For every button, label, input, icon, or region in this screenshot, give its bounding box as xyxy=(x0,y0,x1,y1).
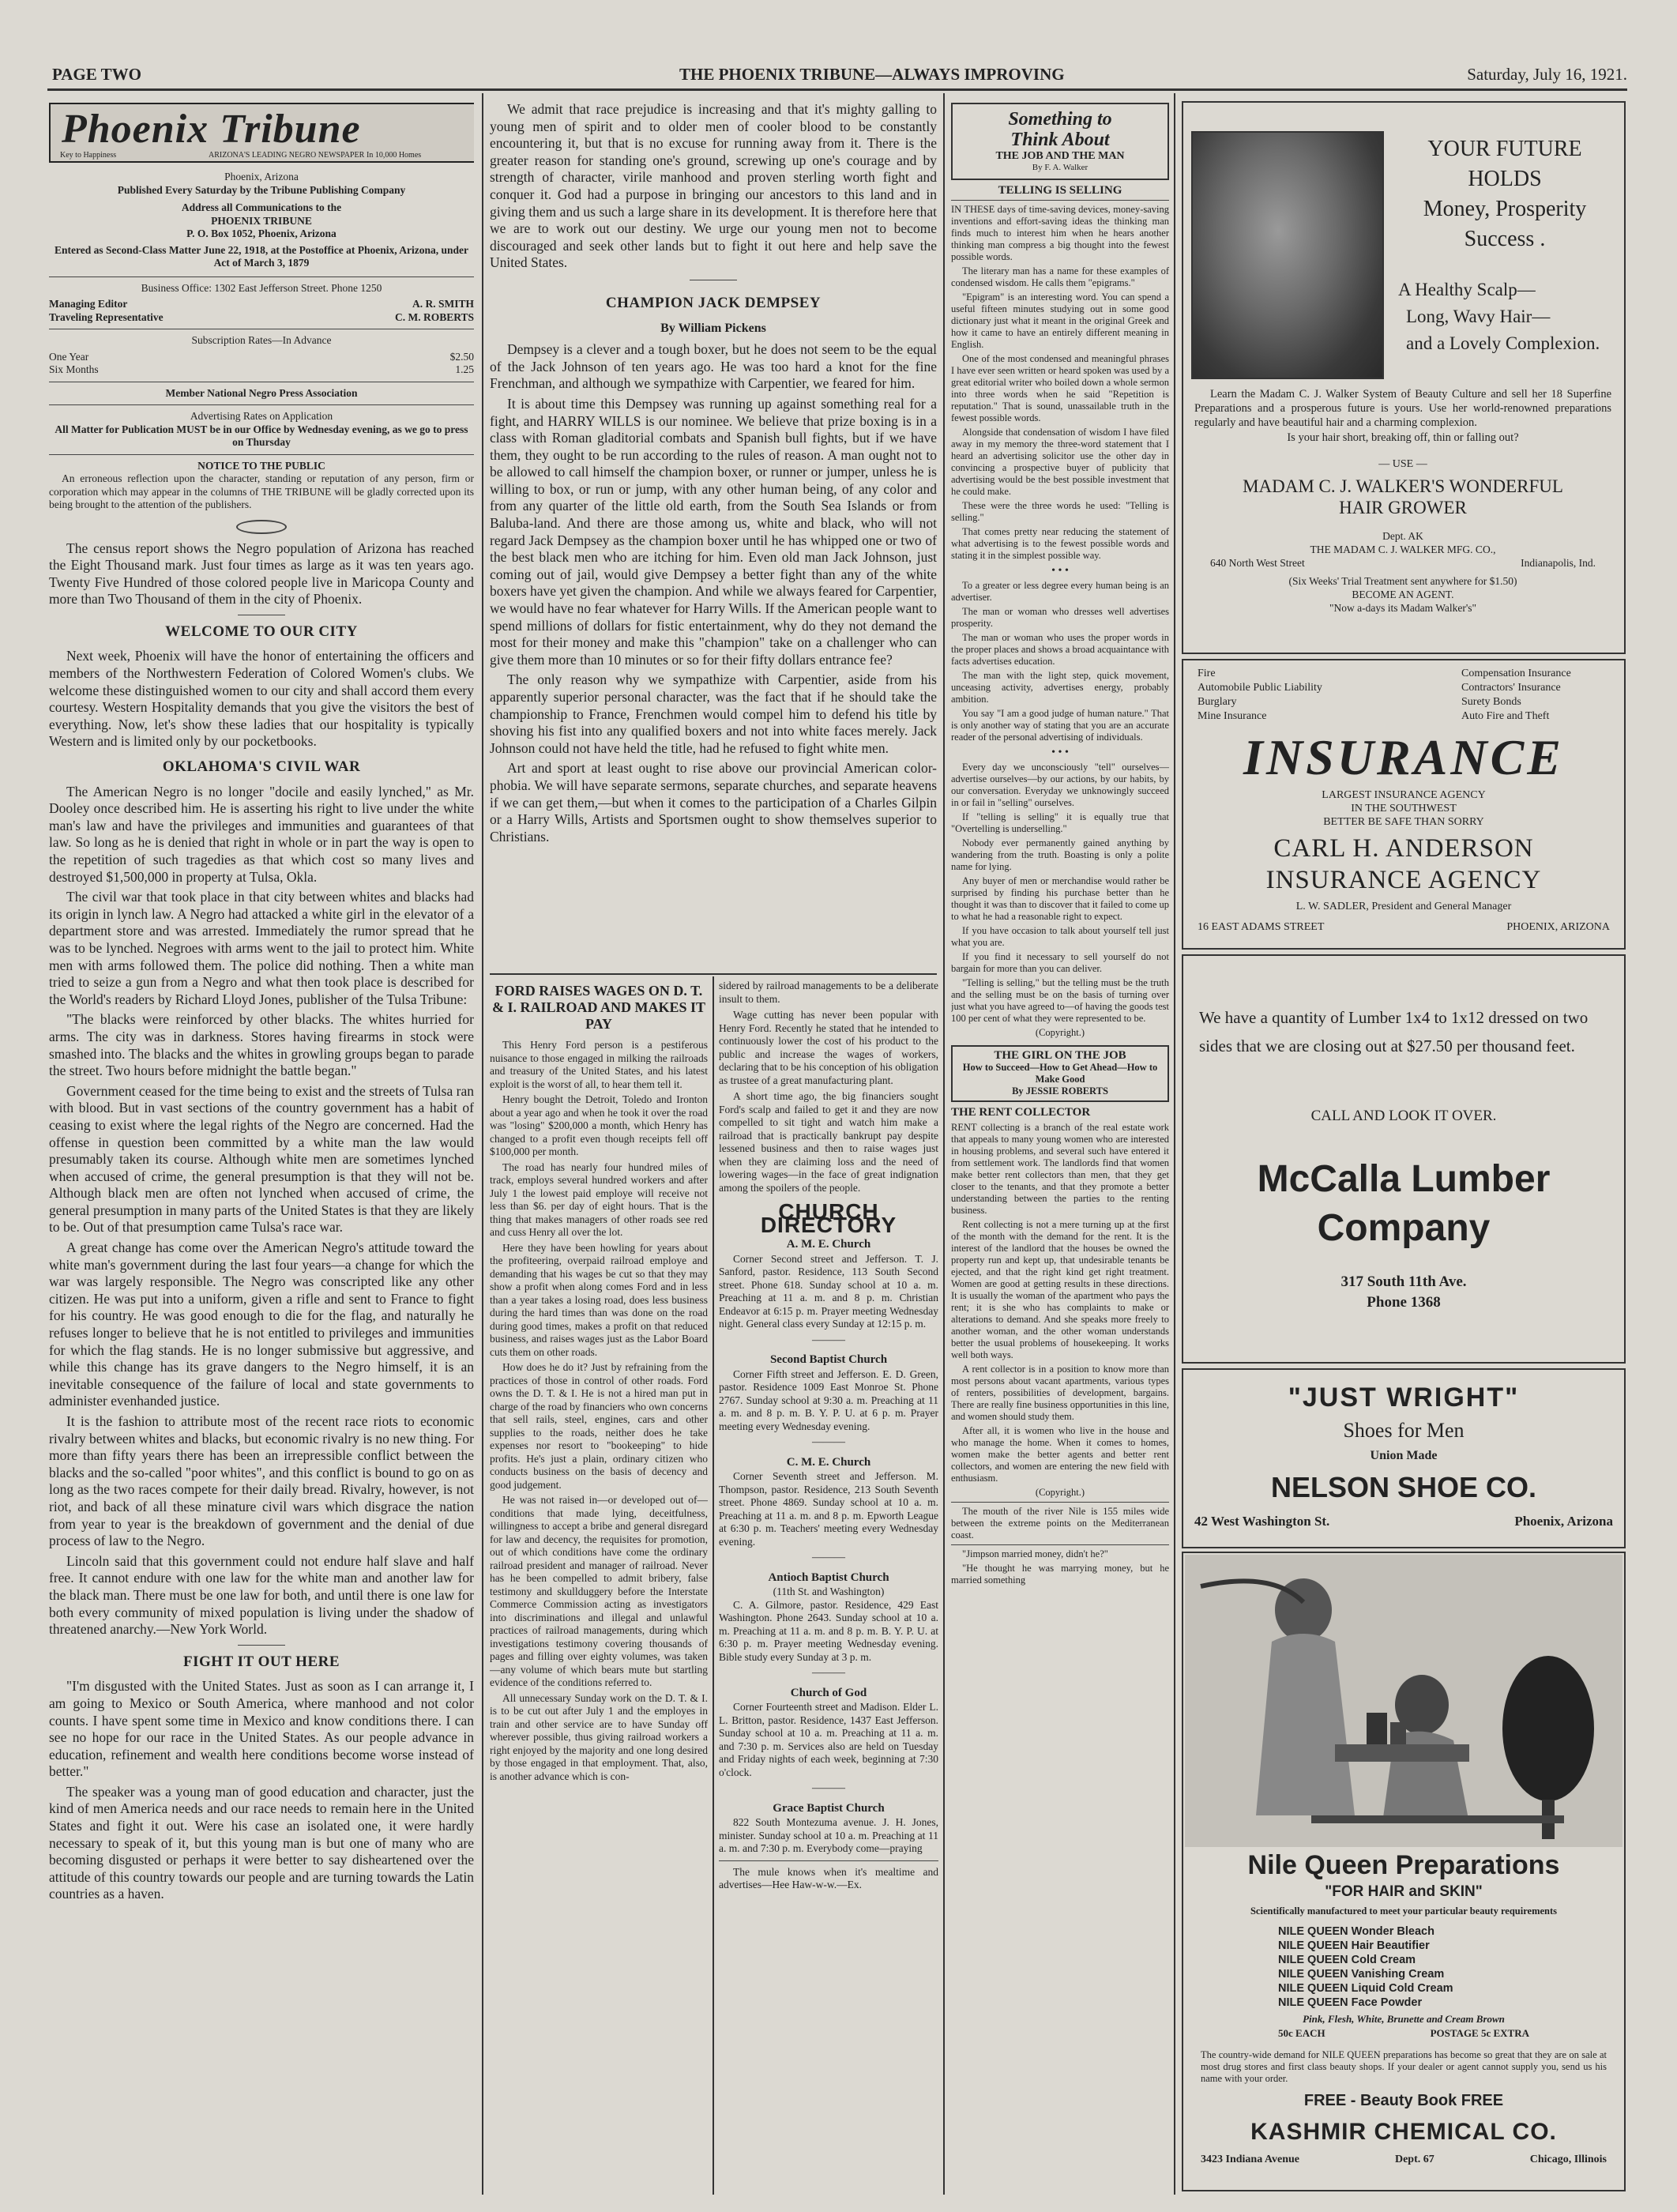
column-rule-2a xyxy=(713,976,714,2195)
nile-queen-product: NILE QUEEN Cold Cream xyxy=(1278,1954,1416,1966)
lumber-address: 317 South 11th Ave. Phone 1368 xyxy=(1340,1273,1467,1311)
insurance-address: 16 EAST ADAMS STREET PHOENIX, ARIZONA xyxy=(1198,921,1610,933)
insurance-ad: Fire Automobile Public Liability Burglary Mine Insurance Compensation Insurance Contractors' Insurance Surety Bonds Auto Fire and Theft INSURANCE LARGEST INSURANCE AGENCY IN THE SOUTHWEST BETTER BE SAFE THAN SORRY CARL H. ANDERSON INSURANCE AGENCY L. W. SADLER, President and General Manager 16 EAST ADAMS STREET PHOENIX, ARIZONA xyxy=(1182,659,1626,950)
nile-queen-price: 50c EACH POSTAGE 5c EXTRA xyxy=(1278,2027,1529,2039)
mast-deadline: All Matter for Publication MUST be in our Office by Wednesday evening, as we go to press on Thursday xyxy=(55,423,468,448)
rent-collector-headline: THE RENT COLLECTOR xyxy=(951,1106,1091,1119)
civil-war-headline: OKLAHOMA'S CIVIL WAR xyxy=(162,758,361,776)
insurance-left-list: Fire Automobile Public Liability Burglary Mine Insurance xyxy=(1198,668,1322,722)
nile-queen-product: NILE QUEEN Vanishing Cream xyxy=(1278,1968,1445,1981)
welcome-article: Next week, Phoenix will have the honor of entertaining the officers and members of the Northwestern Federation of Colored Women's clubs. We welcome these distinguished women to our city and shall accord them every courtesy. Western Hospitality demands that you give the visitors the best of everything. Now, let's show these ladies that our hospitality is typically Western and is limited only by our pocketbooks. xyxy=(49,648,474,750)
dempsey-headline: CHAMPION JACK DEMPSEY xyxy=(605,294,822,311)
nile-queen-product: NILE QUEEN Liquid Cold Cream xyxy=(1278,1982,1453,1995)
mast-po-box: P. O. Box 1052, Phoenix, Arizona xyxy=(186,228,337,239)
masthead-logo xyxy=(49,103,474,163)
walker-brand: MADAM C. J. WALKER'S WONDERFUL HAIR GROWER xyxy=(1243,476,1563,517)
shoe-ad: "JUST WRIGHT" Shoes for Men Union Made NELSON SHOE CO. 42 West Washington St. Phoenix, Arizona xyxy=(1182,1368,1626,1548)
column-1-articles: The census report shows the Negro population of Arizona has reached the Eight Thousand mark. Just four times as large as it was ten years ago. Twenty Five Hundred of those colored people live in Maricopa County and more than Two Thousand of them in the city of Phoenix. WELCOME TO OUR CITY Next week, Phoenix will have the honor of entertaining the officers and members of the Northwestern Federation of Colored Women's clubs. We welcome these distinguished women to our city and shall accord them every courtesy. Western Hospitality demands that you give the visitors the best of everything. Now, let's show these ladies that our hospitality is typically Western and is limited only by our pocketbooks. OKLAHOMA'S CIVIL WAR The American Negro is no longer "docile and easily lynched," as Mr. Dooley once described him. He is asserting his right to live under the white man's law and have the privileges and immunities and guarantees of that law. So long as he is denied that right in whole or in part the way is open to the repetition of such tragedies as that which cost so many lives and destroyed $1,500,000 in property at Tulsa, Okla. The civil war that took place in that city between whites and blacks had its origin in lynch law. A Negro had attacked a white girl in the elevator of a department store and was arrested. Immediately the rumor spread that he was to be lynched. Negroes with arms went to the jail to protect him. White men with arms followed them. The police did nothing. Then a white man tried to seize a gun from a Negro and what then took place is described for the World's readers by Richard Lloyd Jones, publisher of the Tulsa Tribune: "The blacks were reinforced by other blacks. The whites hurried for arms. The city was in darkness. Stores having firearms in stock were smashed into. The blacks and the whites in growling groups began to parade the street. Two hours before midnight the battle began." Government ceased for the time being to exist and the streets of Tulsa ran with blood. But in vast sections of the country government has a habit of ceasing to exist where the legal rights of the Negro are concerned. Had the offense in question been committed by a white man the law would presumably taken its course. Although white men are sometimes lynched when accused of crime, the general presumption is that they will not be. Although black men are often not lynched when accused of crime, the general presumption in many parts of the United States is that they are likely to be. Out of that presumption came Tulsa's race war. A great change has come over the American Negro's attitude toward the white man's government during the last four years—a change for which the war was largely responsible. The Negro was conscripted like any other citizen. He was put into a uniform, given a rifle and sent to France to fight for his country. He was good enough to die for the flag, and naturally he refuses longer to believe that he is not entitled to privileges and immunities for which the flag stands. He is no longer submissive but aggressive, and while this change has its grave dangers to the Negro himself, it is an inevitable consequence of the failure of local and state governments to administer evenhanded justice. It is the fashion to attribute most of the recent race riots to economic rivalry between whites and blacks, but economic rivalry is no new thing. For more than fifty years there has been an irrepressible conflict between the blacks and the so-called "poor whites", and this conflict is bound to go on as long as the two races compete for their daily bread. Rivalry, however, is not riot, and back of all these minature civil wars which disgrace the nation from year to year is the breakdown of government and the denial of due process of law to the Negro. Lincoln said that this government could not endure half slave and half free. It cannot endure with one law for the white man and another law for the black man. There must be one law for both, and until there is one law for both every community of mixed population is living under the shadow of threatened anarchy.—New York World. FIGHT IT OUT HERE "I'm disgusted with the United States. Just as soon as I can arrange it, I am going to Mexico or South America, where manhood and not color counts. I have spent some time in Mexico and know conditions there. I can see no hope for our race in the United States. As our people advance in education, refinement and wealth here conditions become worse instead of better." The speaker was a young man of good education and character, just the kind of men America needs and our race needs to remain here in the United States and fight it out. Were his case an isolated one, it were hardly necessary to speak of it, but this young man is but one of many who are becoming disgusted or perhaps it were better to say disheartened over the attitude of this country towards our people and are turning towards the Latin countries as a haven. xyxy=(49,540,474,1902)
insurance-title: INSURANCE xyxy=(1243,729,1564,785)
mast-one-year-row: One Year $2.50 xyxy=(49,350,474,363)
nile-queen-illustration xyxy=(1185,1555,1622,1847)
mast-published: Published Every Saturday by the Tribune Publishing Company xyxy=(117,183,406,196)
column-2a: FORD RAISES WAGES ON D. T. & I. RAILROAD AND MAKES IT PAY This Henry Ford person is a pestiferous nuisance to those engaged in milking the railroads and treasury of the United States, and his latest exploit is the worst of all, to hear them tell it. Henry bought the Detroit, Toledo and Ironton about a year ago and when he took it over the road was "losing" $200,000 a month, which Henry has changed to a profit even though receipts fell off $100,000 per month. The road has nearly four hundred miles of track, employs several hundred workers and after July 1 the lowest paid employe will receive not less than $6. per day of eight hours. That is the thing that makes managers of other roads see red and cuss Henry all over the lot. Here they have been howling for years about the profiteering, overpaid railroad employe and demanding that his wages be cut so that they may show a profit when along comes Ford and in less than a year takes a losing road, does less business during the hard times than was done on the road during good times, makes a profit on that reduced business, and raises wages just as the Labor Board cuts them on other roads. How does he do it? Just by refraining from the practices of those in control of other roads. Ford owns the D. T. & I. He is not a hired man put in charge of the road by financiers who own concerns that sell rails, steel, engines, cars and other supplies to the roads, neither does he take expenses nor resort to "bookeeping" to hide profits. He's just a plain, ordinary citizen who conducts business on the basis of decency and good judgement. He was not raised in—or developed out of—conditions that made lying, deceitfulness, willingness to accept a bribe and general disregard for law and decency, the requisites for promotion, out of which conditions have come the ordinary railroad president and manager of railroad. Never has he been compelled to admit bribery, false testimony and skullduggery before the Interstate Commerce Commission acting as investigators into discriminations and illegal and unlawful practices of railroad managements, during which investigations testimony covering thousands of pages and filling over eighty volumes, was taken—any volume of which bears mute but startling evidence of the conditions referred to. All unnecessary Sunday work on the D. T. & I. is to be cut out after July 1 and the employes in train and other service are to have Sunday off wherever possible, thus giving railroad workers a right enjoyed by the majority and one long desired by those engaged in that employment. That, also, is another advance which is con- xyxy=(490,983,708,1782)
nile-queen-title: Nile Queen Preparations xyxy=(1247,1850,1560,1880)
walker-body: Learn the Madam C. J. Walker System of Beauty Culture and sell her 18 Superfine Preparations and a prosperous future is yours. Use her world-renowned preparations regularly and have beautiful hair and a charming complexion. xyxy=(1194,388,1611,429)
masthead-info xyxy=(49,171,474,534)
shoe-title: "JUST WRIGHT" xyxy=(1288,1382,1520,1413)
walker-benefits: A Healthy Scalp— Long, Wavy Hair— and a Lovely Complexion. xyxy=(1398,280,1600,353)
column-rule-1 xyxy=(482,93,483,2195)
mast-notice: An erroneous reflection upon the character, standing or reputation of any person, firm or corporation which may appear in the columns of THE TRIBUNE will be gladly corrected upon its being brought to the attention of the publishers. xyxy=(49,472,474,510)
nile-queen-body: The country-wide demand for NILE QUEEN preparations has become so great that they are on sale at most drug stores and first class beauty shops. If your dealer or agent cannot supply you, send us his name with your order. xyxy=(1201,2049,1607,2084)
kashmir-company-name: KASHMIR CHEMICAL CO. xyxy=(1250,2119,1557,2145)
logo-tag-left: Key to Happiness xyxy=(60,151,117,160)
dempsey-byline: By William Pickens xyxy=(660,321,766,335)
church-directory-headline: CHURCH DIRECTORY xyxy=(760,1199,897,1237)
census-article: The census report shows the Negro population of Arizona has reached the Eight Thousand mark. Just four times as large as it was ten years ago. Twenty Five Hundred of those colored people live in Maricopa County and more than Two Thousand of them in the city of Phoenix. xyxy=(49,540,474,608)
lumber-ad: We have a quantity of Lumber 1x4 to 1x12 dressed on two sides that we are closing out at $27.50 per thousand feet. CALL AND LOOK IT OVER. McCalla Lumber Company 317 South 11th Ave. Phone 1368 xyxy=(1182,954,1626,1364)
mast-six-months-row: Six Months 1.25 xyxy=(49,363,474,375)
paper-slogan: THE PHOENIX TRIBUNE—ALWAYS IMPROVING xyxy=(679,65,1065,84)
column-2b: sidered by railroad managements to be a deliberate insult to them. Wage cutting has never been popular with Henry Ford. Recently he stated that he intended to continuously lower the cost of his product to the public and increase the wages of workers, declaring that to be his conception of his obligation as trustee of a great manufacturing plant. A short time ago, the big financiers sought Ford's scalp and failed to get it and they are now compelled to sit tight and watch him make a railroad that is practically bankrupt pay despite lessened business and then to raise wages just when they are claiming loss and the need of lowering wages—in the face of great indignation among the spoilers of the people. CHURCH DIRECTORY A. M. E. Church Corner Second street and Jefferson. T. J. Sanford, pastor. Residence, 113 South Second street. Phone 618. Sunday school at 10 a. m. Preaching at 11 a. m. and 8 p. m. Christian Endeavor at 6:15 p. m. Prayer meeting Wednesday night. General class every Sunday at 12:15 p. m. ——— Second Baptist Church Corner Fifth street and Jefferson. E. D. Green, pastor. Residence 1009 East Monroe St. Phone 2767. Sunday school at 9:30 a. m. Preaching at 11 a. m. and 8 p. m. B. Y. P. U. at 6 p. m. Prayer meeting every Wednesday evening. ——— C. M. E. Church Corner Seventh street and Jefferson. M. Thompson, pastor. Residence, 213 South Seventh street. Phone 4869. Sunday school at 10 a. m. Preaching at 11 a. m. and 8 p. m. Epworth League at 6:30 p. m. Teachers' meeting every Wednesday evening. ——— Antioch Baptist Church (11th St. and Washington) C. A. Gilmore, pastor. Residence, 429 East Washington. Phone 2643. Sunday school at 10 a. m. Preaching at 11 a. m. and 8 p. m. B. Y. P. U. at 6:30 p. m. Prayer meeting Wednesday evening. Bible study every Sunday at 3 p. m. ——— Church of God Corner Fourteenth street and Madison. Elder L. L. Britton, pastor. Residence, 1437 East Jefferson. Sunday school at 10 a. m. Preaching at 11 a. m. and 7:30 p. m. Services also are held on Tuesday and Friday nights of each week, beginning at 7:30 o'clock. ——— Grace Baptist Church 822 South Montezuma avenue. J. H. Jones, minister. Sunday school at 10 a. m. Preaching at 11 a. m. and 7:30 p. m. Everybody come—praying The mule knows when it's mealtime and advertises—Hee Haw-w-w.—Ex. xyxy=(719,980,938,1890)
nile-queen-product: NILE QUEEN Face Powder xyxy=(1278,1996,1423,2009)
column-3: Something to Think About THE JOB AND THE MAN By F. A. Walker TELLING IS SELLING IN THESE days of time-saving devices, money-saving inventions and effort-saving ideas the thinking man finds much to interest him when he hears another thinking man compress a big thought into the fewest possible words. The literary man has a name for these examples of condensed wisdom. He calls them "epigrams." "Epigram" is an interesting word. You can spend a useful fifteen minutes studying out in some good dictionary just what it meant in the original Greek and how it came to have an entirely different meaning in English. One of the most condensed and meaningful phrases I have ever seen written or heard spoken was used by a great editorial writer who boiled down a whole sermon into three words when he said "Repetition is reputation." That is sound, unassailable truth in the fewest possible words. Alongside that condensation of wisdom I have filed away in my memory the three-word statement that I heard an advertising solicitor use the other day in convincing a prospective buyer of publicity that advertising would be the best possible investment that he could make. These were the three words he used: "Telling is selling." That comes pretty near reducing the statement of what advertising is to the fewest possible words and stating it in the simplest possible way. • • • To a greater or less degree every human being is an advertiser. The man or woman who dresses well advertises prosperity. The man or woman who uses the proper words in the proper places and shows a broad acquaintance with facts advertises education. The man with the light step, quick movement, unceasing activity, advertises energy, probably ambition. You say "I am a good judge of human nature." That is only another way of stating that you are an accurate reader of the personal advertising of individuals. • • • Every day we unconsciously "tell" ourselves—advertise ourselves—by our actions, by our habits, by our conversation. Everyday we unknowingly succeed in or fail in "selling" ourselves. If "telling is selling" it is equally true that "Overtelling is underselling." Nobody ever permanently gained anything by wandering from the truth. Boasting is only a polite name for lying. Any buyer of men or merchandise would rather be surprised by finding his purchase better than he thought it was than to discover that it failed to come up to what he had a reasonable right to expect. If you have occasion to talk about yourself tell just what you are. If you find it necessary to sell yourself do not bargain for more than you can deliver. "Telling is selling," but the telling must be the truth and the selling must be on the basis of turning over just what you have agreed to—of having the goods test 100 per cent of what they were represented to be. (Copyright.) THE GIRL ON THE JOB How to Succeed—How to Get Ahead—How to Make Good By JESSIE ROBERTS THE RENT COLLECTOR RENT collecting is a branch of the real estate work that appeals to many young women who are interested in housing problems, and several such have entered it from settlement work. The landlords find that women make better rent collectors than men, that they get closer to the tenants, and that they promote a better understanding between the parties to the renting business. Rent collecting is not a mere turning up at the first of the month with the demand for the rent. It is the interest of the landlord that the houses be owned the property run and kept up, that undesirable tenants be ejected, and that the right kind get right treatment. Women are good at getting results in these directions. It is usually the woman of the apartment who pays the rent; it is she who has complaints to make or alterations to demand. And she speaks more freely to another woman, and the other woman understands better the usual problems of housekeeping. It works well both ways. A rent collector is in a position to know more than most persons about vacant apartments, various types of renters, possibilities of development, bargains. There are really fine business opportunities in this line, and women should study them. After all, it is women who live in the house and who manage the home. When it comes to homes, women make the better agents and better rent collectors, and women are entering the new field with enthusiasm. (Copyright.) The mouth of the river Nile is 155 miles wide between the extreme points on the Mediterranean coast. "Jimpson married money, didn't he?" "He thought he was marrying money, but he married something xyxy=(951,103,1169,2196)
mast-city: Phoenix, Arizona xyxy=(224,171,299,182)
mast-advertising: Advertising Rates on Application xyxy=(190,410,333,422)
walker-address: Dept. AK THE MADAM C. J. WALKER MFG. CO., 640 North West Street Indianapolis, Ind. (Six Weeks' Trial Treatment sent anywhere for $1.50) BECOME AN AGENT. "Now a-days its Madam Walker's" xyxy=(1210,530,1596,614)
page-header xyxy=(47,62,1627,85)
welcome-headline: WELCOME TO OUR CITY xyxy=(165,623,358,640)
mast-editor-row: Managing Editor A. R. SMITH xyxy=(49,298,474,310)
logo-name: Phoenix Tribune xyxy=(62,107,361,152)
section-rule xyxy=(490,973,937,975)
kashmir-address: 3423 Indiana Avenue Dept. 67 Chicago, Illinois xyxy=(1201,2154,1607,2165)
mast-rep-row: Traveling Representative C. M. ROBERTS xyxy=(49,310,474,323)
shoe-company-name: NELSON SHOE CO. xyxy=(1270,1471,1537,1503)
column-rule-3 xyxy=(1174,93,1175,2195)
ornament-icon xyxy=(236,520,287,534)
mast-notice-head: NOTICE TO THE PUBLIC xyxy=(197,459,325,472)
header-rule xyxy=(47,88,1627,91)
women-at-vanity-icon xyxy=(1185,1555,1622,1847)
logo-tag-right: In 10,000 Homes xyxy=(367,151,422,160)
column-1 xyxy=(49,103,474,2196)
insurance-right-list: Compensation Insurance Contractors' Insurance Surety Bonds Auto Fire and Theft xyxy=(1461,668,1571,722)
insurance-tagline: LARGEST INSURANCE AGENCY IN THE SOUTHWEST BETTER BE SAFE THAN SORRY xyxy=(1322,789,1486,828)
nile-queen-product: NILE QUEEN Hair Beautifier xyxy=(1278,1939,1430,1952)
issue-date: Saturday, July 16, 1921. xyxy=(1467,65,1627,84)
mast-member: Member National Negro Press Association xyxy=(165,386,358,399)
girl-on-job-box: THE GIRL ON THE JOB How to Succeed—How to Get Ahead—How to Make Good By JESSIE ROBERTS xyxy=(951,1045,1169,1102)
walker-headline: YOUR FUTURE HOLDS Money, Prosperity Success . xyxy=(1423,137,1587,251)
lumber-company-name: McCalla Lumber Company xyxy=(1257,1158,1551,1249)
mast-subscription-head: Subscription Rates—In Advance xyxy=(191,334,332,346)
walker-ad: YOUR FUTURE HOLDS Money, Prosperity Success . A Healthy Scalp— Long, Wavy Hair— and a Lovely Complexion. Learn the Madam C. J. Walker System of Beauty Culture and sell her 18 Superfine Preparations and a prosperous future is yours. Use her world-renowned preparations regularly and have beautiful hair and a charming complexion. Is your hair short, breaking off, thin or falling out? — USE — MADAM C. J. WALKER'S WONDERFUL HAIR GROWER Dept. AK THE MADAM C. J. WALKER MFG. CO., 640 North West Street Indianapolis, Ind. (Six Weeks' Trial Treatment sent anywhere for $1.50) BECOME AN AGENT. "Now a-days its Madam Walker's" xyxy=(1182,101,1626,654)
nile-queen-product: NILE QUEEN Wonder Bleach xyxy=(1278,1925,1434,1938)
nile-queen-free-offer: FREE - Beauty Book FREE xyxy=(1303,2092,1504,2109)
nile-queen-product-list xyxy=(1278,1924,1562,2010)
something-to-think-about-box: Something to Think About THE JOB AND THE MAN By F. A. Walker xyxy=(951,103,1169,180)
mast-entered: Entered as Second-Class Matter June 22, 1918, at the Postoffice at Phoenix, Arizona, under Act of March 3, 1879 xyxy=(54,243,469,269)
mast-business-office: Business Office: 1302 East Jefferson Street. Phone 1250 xyxy=(141,281,382,294)
telling-headline: TELLING IS SELLING xyxy=(998,184,1122,197)
logo-tag-mid: ARIZONA'S LEADING NEGRO NEWSPAPER xyxy=(209,151,365,160)
divider xyxy=(238,1645,285,1646)
column-rule-2 xyxy=(943,93,945,2195)
page-number: PAGE TWO xyxy=(52,65,141,84)
race-prejudice-article: We admit that race prejudice is increasing and that it's mighty galling to young men of spirit and to older men of cooler blood to be constantly encountering it, but that is no excuse for running away from it. There is the greater reason for standing one's ground, screwing up one's courage and by strength of character, virile manhood and proven sterling worth fight and conquer it. God had a purpose in bringing our ancestors to this land and in giving them and us such a large share in its development. It is therefore here that we are to work out our destiny. We urge our young men not to become discouraged and seek other lands but to fight it out here and help save the United States. xyxy=(490,101,937,271)
lumber-body: We have a quantity of Lumber 1x4 to 1x12 dressed on two sides that we are closing out at $27.50 per thousand feet. xyxy=(1199,1008,1589,1055)
fight-headline: FIGHT IT OUT HERE xyxy=(182,1653,340,1670)
walker-portrait xyxy=(1191,131,1384,379)
column-2-top: We admit that race prejudice is increasing and that it's mighty galling to young men of spirit and to older men of cooler blood to be constantly encountering it, but that is no excuse for running away from it. There is the greater reason for standing one's ground, screwing up one's courage and by strength of character, virile manhood and proven sterling worth fight and conquer it. God had a purpose in bringing our ancestors to this land and in giving them and us such a large share in its development. It is therefore here that we are to work out our destiny. We urge our young men not to become discouraged and seek other lands but to fight it out here and help save the United States. CHAMPION JACK DEMPSEY By William Pickens Dempsey is a clever and a tough boxer, but he does not seem to be the equal of the Jack Johnson of ten years ago. He was too hard a knot for the fine Frenchman, and although we sympathize with Carpentier, we feared for him. It is about time this Dempsey was running up against something real for a fight, and HARRY WILLS is our nominee. We believe that prize boxing is in a class with Roman gladitorial combats and Spanish bull fights, but if we have them, they ought to be run according to the rules of reason. A man ought not to be allowed to call himself the champion boxer, or runner or jumper, unless he is willing to box, or run or jump, with any other human being, of any color and from any quarter of the little old earth, from the South Sea Islands or from Baluba-land. And there are those among us, white and black, who will not regard Jack Dempsey as the champion boxer until he has whipped one or two of the best black men who are itching for him. Even old man Jack Johnson, just coming out of jail, would give Dempsey a better fight than any of the white boxers have yet given the champion. And while we always feared for Carpentier, we would have no fear whatever for Harry Wills. If the American people want to spend millions of dollars for fistic entertainment, why do they not demand the most for their money and make this "champion" take on a challenger who can give them more than 10 minutes or so for their fifty dollars entrance fee? The only reason why we sympathize with Carpentier, aside from his apparently superior personal character, was the fact that if he should take the championship to France, Frenchmen would compel him to defend his title by shoving his fist into any qualified boxers and not into white faces merely. Jack Johnson could not have held the title, had he refused to fight white men. Art and sport at least ought to rise above our provincial American color-phobia. We will have separate sermons, separate churches, and separate heavens if we can get them,—but when it comes to the participation of a Charles Gilpin or a Harry Wills, Artists and Sportsmen ought to show themselves superior to Christians. xyxy=(490,101,937,845)
mast-address-label: Address all Communications to the xyxy=(181,201,342,213)
shoe-address: 42 West Washington St. Phoenix, Arizona xyxy=(1194,1514,1613,1529)
ford-headline: FORD RAISES WAGES ON D. T. & I. RAILROAD AND MAKES IT PAY xyxy=(491,983,706,1032)
nile-queen-ad: Nile Queen Preparations "FOR HAIR and SKIN" Scientifically manufactured to meet your particular beauty requirements NILE QUEEN Wonder Bleach NILE QUEEN Hair Beautifier NILE QUEEN Cold Cream NILE QUEEN Vanishing Cream NILE QUEEN Liquid Cold Cream NILE QUEEN Face Powder Pink, Flesh, White, Brunette and Cream Brown 50c EACH POSTAGE 5c EXTRA The country-wide demand for NILE QUEEN preparations has become so great that they are on sale at most drug stores and first class beauty shops. If your dealer or agent cannot supply you, send us his name with your order. FREE - Beauty Book FREE KASHMIR CHEMICAL CO. 3423 Indiana Avenue Dept. 67 Chicago, Illinois xyxy=(1182,1552,1626,2191)
mast-paper-name: PHOENIX TRIBUNE xyxy=(211,214,312,227)
insurance-agency-name: CARL H. ANDERSON INSURANCE AGENCY xyxy=(1265,834,1542,894)
